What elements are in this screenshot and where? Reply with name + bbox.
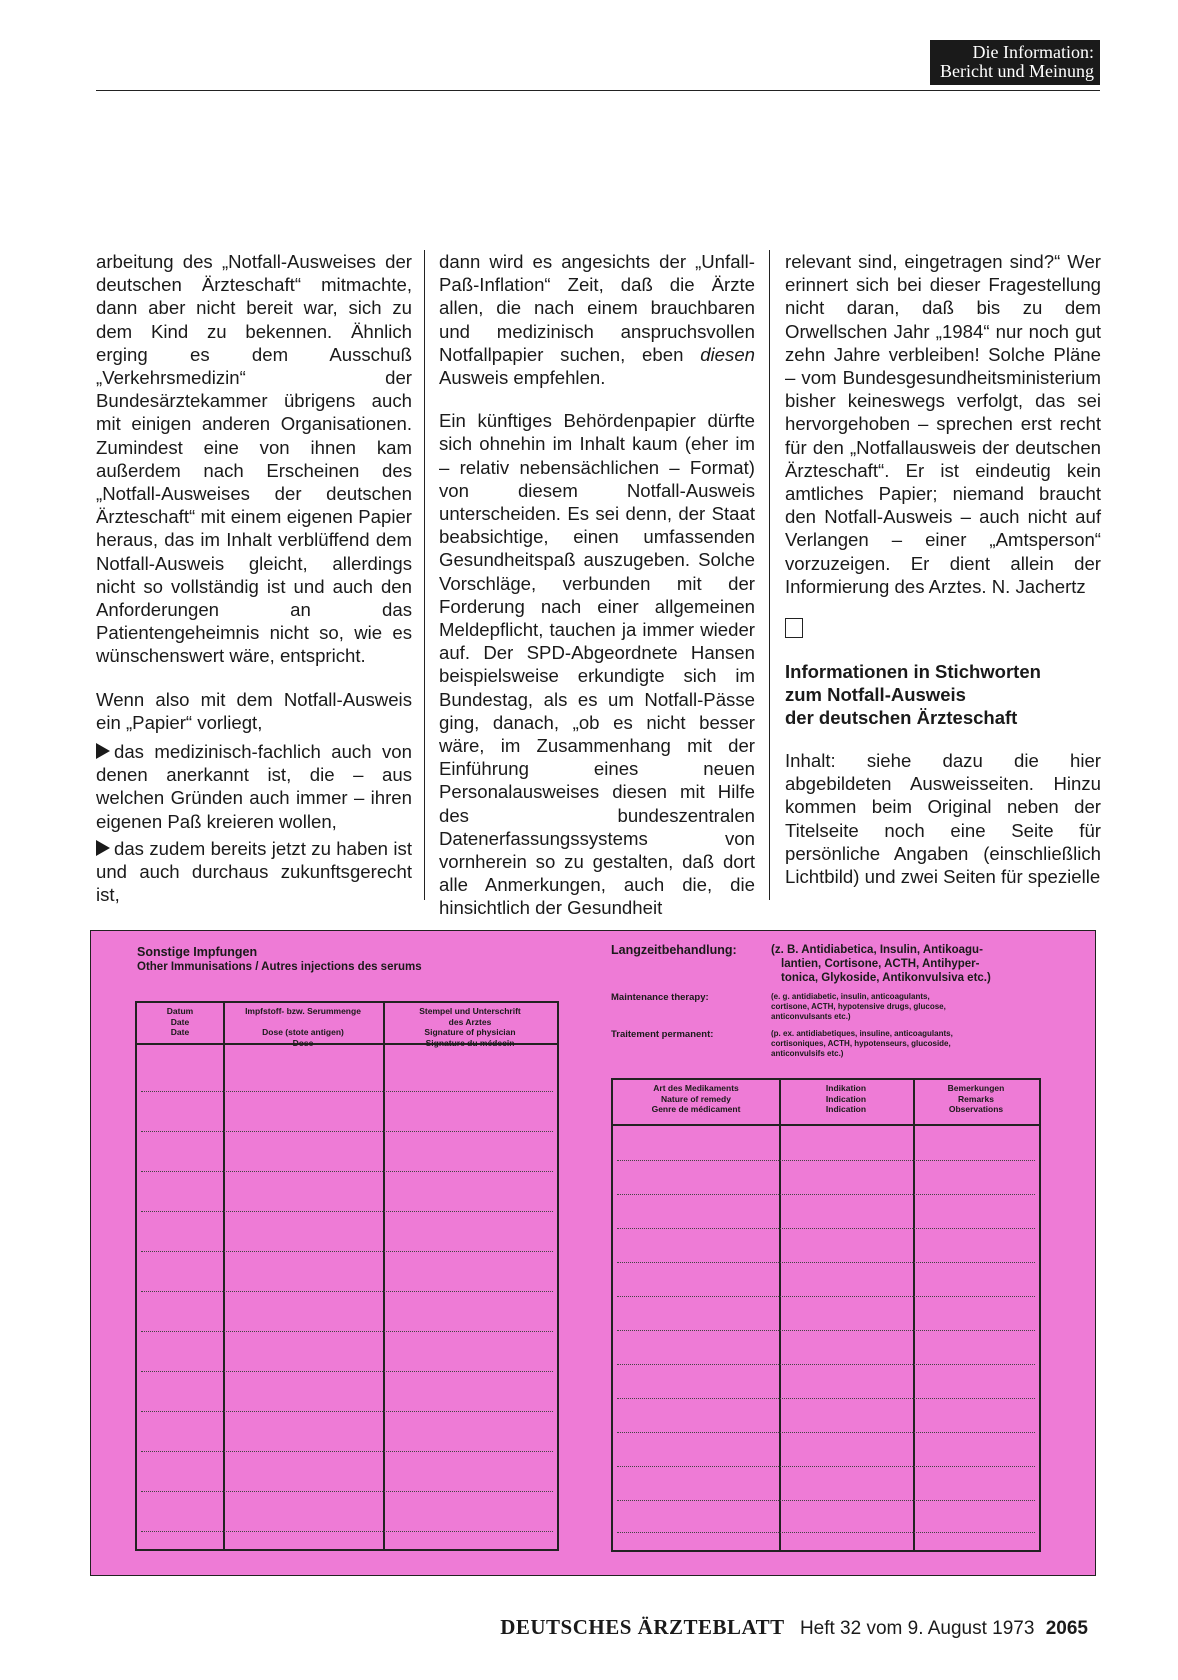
dotted-entry-line <box>141 1411 553 1412</box>
header-indication: Indikation Indication Indication <box>825 1083 867 1114</box>
dotted-entry-line <box>617 1262 1035 1263</box>
dotted-entry-line <box>141 1531 553 1532</box>
section-badge-line2: Bericht und Meinung <box>940 61 1094 81</box>
column-line <box>383 1003 385 1549</box>
longterm-text-de: (z. B. Antidiabetica, Insulin, Antikoagu- lantien, Cortisone, ACTH, Antihyper- tonica, Glykoside, Antikonvulsiva etc.) <box>771 944 991 984</box>
dotted-entry-line <box>141 1451 553 1452</box>
dotted-entry-line <box>617 1500 1035 1501</box>
dotted-entry-line <box>617 1330 1035 1331</box>
longterm-label-en: Maintenance therapy: <box>611 992 709 1003</box>
dotted-entry-line <box>617 1532 1035 1533</box>
card-title: Sonstige Impfungen <box>137 945 258 959</box>
journal-name: DEUTSCHES ÄRZTEBLATT <box>500 1615 785 1639</box>
bullet-item: das zudem bereits jetzt zu haben ist und auch durchaus zukunftsgerecht ist, <box>96 837 412 906</box>
header-signature: Stempel und Unterschrift des Arztes Signature of physician Signature du médecin <box>419 1006 521 1048</box>
box-heading: Informationen in Stichworten zum Notfall-Ausweis der deutschen Ärzteschaft <box>785 661 1041 729</box>
emergency-card-figure <box>90 930 1096 1576</box>
dotted-entry-line <box>141 1331 553 1332</box>
dotted-entry-line <box>617 1466 1035 1467</box>
section-badge <box>930 40 1100 85</box>
dotted-entry-line <box>617 1296 1035 1297</box>
paragraph: Inhalt: siehe dazu die hier abgebildeten Ausweisseiten. Hinzu kommen beim Original neben der Titelseite noch eine Seite für persönliche Angaben (einschließlich Lichtbild) und zwei Seiten für spezielle <box>785 750 1101 888</box>
article-column-1 <box>96 250 412 926</box>
dotted-entry-line <box>617 1432 1035 1433</box>
article-column-3 <box>785 250 1101 908</box>
column-line <box>913 1080 915 1550</box>
longterm-label-de: Langzeitbehandlung: <box>611 943 737 957</box>
triangle-bullet-icon <box>96 840 110 856</box>
paragraph: dann wird es angesichts der „Unfall-Paß-Inflation“ Zeit, daß die Ärzte allen, die nach einem brauchbaren und medizinisch anspruchsvollen Notfallpapier suchen, eben diesen Ausweis empfehlen. <box>439 251 755 389</box>
immunisation-table <box>135 1001 559 1551</box>
column-line <box>223 1003 225 1549</box>
dotted-entry-line <box>617 1398 1035 1399</box>
dotted-entry-line <box>141 1091 553 1092</box>
dotted-entry-line <box>141 1291 553 1292</box>
dotted-entry-line <box>141 1131 553 1132</box>
page-footer <box>468 1615 1088 1640</box>
dotted-entry-line <box>617 1160 1035 1161</box>
header-remedy: Art des Medikaments Nature of remedy Genre de médicament <box>651 1083 741 1114</box>
page-number: 2065 <box>1045 1618 1088 1639</box>
dotted-entry-line <box>141 1211 553 1212</box>
longterm-text-fr: (p. ex. antidiabetiques, insuline, anticoagulants, cortisoniques, ACTH, hypotenseurs, glucoside, anticonvulsifs etc.) <box>771 1029 953 1058</box>
column-divider <box>769 250 770 900</box>
column-line <box>779 1080 781 1550</box>
longterm-text-en: (e. g. antidiabetic, insulin, anticoagulants, cortisone, ACTH, hypotensive drugs, glucose, anticonvulsants etc.) <box>771 992 946 1021</box>
medication-table <box>611 1078 1041 1552</box>
table-header <box>137 1003 557 1048</box>
dotted-entry-line <box>617 1364 1035 1365</box>
paragraph: Ein künftiges Behördenpapier dürfte sich ohnehin im Inhalt kaum (eher im – relativ nebensächlichen – Format) von diesem Notfall-Ausweis unterscheiden. Es sei denn, der Staat beabsichtige, einen umfassenden Gesundheitspaß auszugeben. Solche Vorschläge, verbunden mit der Forderung nach einer allgemeinen Meldepflicht, tauchen ja immer wieder auf. Der SPD-Abgeordnete Hansen beispielsweise erkundigte sich im Bundestag, als es um Notfall-Pässe ging, danach, „ob es nicht besser wäre, im Zusammenhang mit der Einführung eines neuen Personalausweises diesen mit Hilfe des bundeszentralen Datenerfassungssystems von vornherein so zu gestalten, daß dort alle Anmerkungen, auch die, die hinsichtlich der Gesundheit <box>439 410 755 919</box>
header-remarks: Bemerkungen Remarks Observations <box>947 1083 1005 1114</box>
header-dose: Impfstoff- bzw. Serummenge Dose (stote antigen) Dose <box>245 1006 361 1048</box>
dotted-entry-line <box>617 1228 1035 1229</box>
dotted-entry-line <box>141 1171 553 1172</box>
longterm-label-fr: Traitement permanent: <box>611 1029 714 1040</box>
paragraph: Wenn also mit dem Notfall-Ausweis ein „Papier“ vorliegt, <box>96 688 412 733</box>
article-column-2 <box>439 250 755 940</box>
card-subtitle: Other Immunisations / Autres injections des serums <box>137 961 422 973</box>
table-header <box>613 1080 1039 1126</box>
end-of-article-square-icon <box>785 618 803 638</box>
bullet-item: das medizinisch-fachlich auch von denen anerkannt ist, die – aus welchen Gründen auch immer – ihren eigenen Paß kreieren wollen, <box>96 741 412 832</box>
column-divider <box>424 250 425 900</box>
dotted-entry-line <box>141 1251 553 1252</box>
dotted-entry-line <box>617 1194 1035 1195</box>
paragraph: relevant sind, eingetragen sind?“ Wer erinnert sich bei dieser Fragestellung nicht daran, daß bis zu dem Orwellschen Jahr „1984“ nur noch gut zehn Jahre verbleiben! Solche Pläne – vom Bundesgesundheitsministerium bisher keineswegs verfolgt, das sei hervorgehoben – sprechen erst recht für den „Notfallausweis der deutschen Ärzteschaft“. Er ist eindeutig kein amtliches Papier; niemand braucht den Notfall-Ausweis – auch nicht auf Verlangen – einer „Amtsperson“ vorzuzeigen. Er dient allein der Informierung des Arztes. N. Jachertz <box>785 251 1101 597</box>
paragraph: arbeitung des „Notfall-Ausweises der deutschen Ärzteschaft“ mitmachte, dann aber nicht bereit war, sich zu dem Kind zu bekennen. Ähnlich erging es dem Ausschuß „Verkehrsmedizin“ der Bundesärztekammer übrigens auch mit einigen anderen Organisationen. Zumindest eine von ihnen kam außerdem nach Erscheinen des „Notfall-Ausweises der deutschen Ärzteschaft“ mit einem eigenen Papier heraus, das im Inhalt verblüffend dem Notfall-Ausweis gleicht, allerdings nicht so vollständig ist und auch den Anforderungen an das Patientengeheimnis nicht so, wie es wünschenswert wäre, entspricht. <box>96 251 412 667</box>
issue-info: Heft 32 vom 9. August 1973 <box>799 1618 1035 1639</box>
section-badge-line1: Die Information: <box>972 42 1094 62</box>
dotted-entry-line <box>141 1491 553 1492</box>
dotted-entry-line <box>141 1371 553 1372</box>
triangle-bullet-icon <box>96 743 110 759</box>
header-rule <box>96 90 1100 91</box>
header-date: Datum Date Date <box>166 1006 194 1037</box>
